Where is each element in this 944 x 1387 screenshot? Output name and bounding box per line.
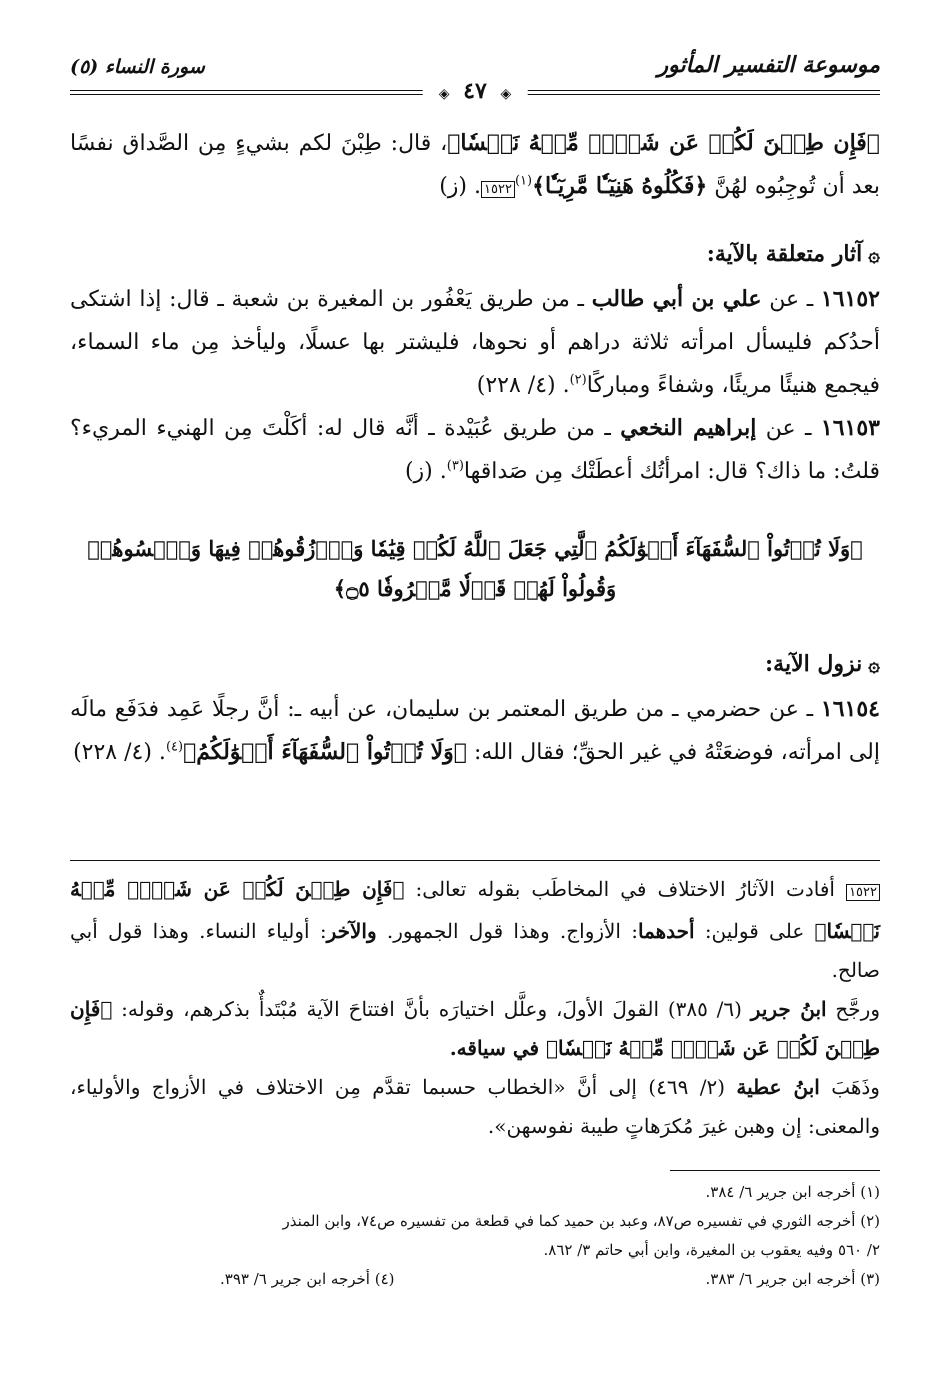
section-title: نزول الآية: bbox=[765, 651, 863, 677]
intro-text: ، قال: طِبْنَ لكم بشيءٍ مِن الصَّداق نفسًا بعد أن تُوجِبُوه لهُنَّ bbox=[70, 131, 880, 199]
commentary-text: ورجَّح bbox=[826, 997, 880, 1021]
commentary-text: وذَهَبَ bbox=[819, 1075, 880, 1099]
footnote-2a: (٢) أخرجه الثوري في تفسيره ص٨٧، وعبد بن حميد كما في قطعة من تفسيره ص٧٤، وابن المنذر bbox=[282, 1212, 880, 1230]
athar-number: ١٦١٥٢ bbox=[820, 286, 880, 312]
commentary-text: (٦/ ٣٨٥) القولَ الأولَ، وعلَّل اختيارَه بأنَّ افتتاحَ الآية مُبْتَدأٌ بذكرهم، وقوله: bbox=[112, 997, 751, 1021]
commentary-ref-box: ١٥٢٢ bbox=[481, 181, 515, 198]
section-title: آثار متعلقة بالآية: bbox=[706, 241, 863, 267]
section-heading-athar bbox=[70, 233, 880, 276]
footnote-1: (١) أخرجه ابن جرير ٦/ ٣٨٤. bbox=[705, 1183, 880, 1201]
athar-connector: ـ عن bbox=[761, 697, 821, 722]
quran-verse-block bbox=[70, 529, 880, 609]
footnote-ref: (٢) bbox=[569, 372, 587, 388]
commentary-divider bbox=[70, 860, 880, 861]
page-number: ٤٧ bbox=[463, 78, 487, 104]
commentary-paragraph-3 bbox=[70, 1068, 880, 1146]
commentary-paragraph-1 bbox=[70, 870, 880, 990]
commentary-block bbox=[70, 870, 880, 1146]
main-text bbox=[70, 122, 880, 774]
footnote-2b: ٢/ ٥٦٠ وفيه يعقوب بن المغيرة، وابن أبي حاتم ٣/ ٨٦٢. bbox=[543, 1241, 880, 1259]
athar-source: . (٤/ ٢٢٨) bbox=[476, 373, 570, 398]
athar-number: ١٦١٥٣ bbox=[820, 415, 880, 441]
narrator-name: إبراهيم النخعي bbox=[620, 415, 757, 441]
footnote-ref: (١) bbox=[514, 173, 533, 189]
verse-line-1: ﴿وَلَا تُؤۡتُواْ ٱلسُّفَهَآءَ أَمۡوَٰلَكُمُ ٱلَّتِي جَعَلَ ٱللَّهُ لَكُمۡ قِيَٰمٗا وَٱرۡزُقُوهُمۡ فِيهَا وَٱكۡسُوهُمۡ bbox=[87, 536, 863, 561]
quran-quote: ﴿فَكُلُوهُ هَنِيٓـٔٗا مَّرِيٓـٔٗا﴾ bbox=[532, 173, 708, 199]
athar-16153 bbox=[70, 407, 880, 493]
footnotes bbox=[70, 1178, 880, 1294]
quran-quote: ﴿وَلَا تُؤۡتُواْ ٱلسُّفَهَآءَ أَمۡوَٰلَكُمُ﴾ bbox=[183, 739, 467, 765]
footnote-ref: (٤) bbox=[165, 739, 184, 755]
footnote-ref: (٣) bbox=[446, 458, 464, 474]
athar-text: حضرمي ـ من طريق المعتمر بن سليمان، عن أبيه ـ: أنَّ رجلًا عَمِد فدَفَع مالَه إلى امرأته، فوضعَتْهُ في غير الحقِّ؛ فقال الله: bbox=[70, 697, 880, 765]
book-title: موسوعة التفسير المأثور bbox=[657, 52, 880, 78]
commentary-ref-box: ١٥٢٢ bbox=[846, 884, 880, 901]
scholar-name: ابنُ عطية bbox=[736, 1075, 820, 1099]
commentary-text: على قولين: bbox=[694, 919, 815, 943]
athar-source: . (ز) bbox=[404, 459, 447, 484]
page-number-block bbox=[423, 78, 528, 104]
flower-icon: ۞ bbox=[868, 242, 880, 266]
section-heading-nuzul bbox=[70, 643, 880, 686]
athar-source: . (٤/ ٢٢٨) bbox=[73, 740, 166, 765]
commentary-text: أفادت الآثارُ الاختلاف في المخاطَب بقوله تعالى: bbox=[404, 877, 847, 901]
quran-quote: ﴿فَإِن طِبۡنَ لَكُمۡ عَن شَيۡءٖ مِّنۡهُ نَفۡسٗا﴾ bbox=[70, 997, 880, 1060]
flower-icon: ۞ bbox=[868, 652, 880, 676]
commentary-text: : الأزواج. وهذا قول الجمهور. bbox=[376, 919, 638, 943]
narrator-name: علي بن أبي طالب bbox=[591, 286, 762, 312]
footnote-4: (٤) أخرجه ابن جرير ٦/ ٣٩٣. bbox=[220, 1270, 395, 1288]
surah-name: سورة النساء (٥) bbox=[70, 56, 205, 78]
opinion-label: والآخر bbox=[326, 919, 377, 943]
athar-number: ١٦١٥٤ bbox=[820, 696, 880, 722]
footnote-divider bbox=[670, 1170, 880, 1171]
opinion-label: أحدهما bbox=[637, 919, 695, 943]
athar-text: ـ من طريق عُبَيْدة ـ أنَّه قال له: أكَلْتَ مِن الهنيء المريء؟ قلتُ: ما ذاك؟ قال: امرأتُك أعطَتْك مِن صَداقها bbox=[70, 416, 880, 484]
commentary-paragraph-2 bbox=[70, 990, 880, 1068]
quran-quote: ﴿فَإِن طِبۡنَ لَكُمۡ عَن شَيۡءٖ مِّنۡهُ نَفۡسٗا﴾ bbox=[70, 877, 880, 943]
athar-16152 bbox=[70, 278, 880, 407]
scholar-name: ابنُ جرير bbox=[750, 997, 827, 1021]
ornament-icon: ◈ bbox=[500, 86, 512, 102]
footnote-3: (٣) أخرجه ابن جرير ٦/ ٣٨٣. bbox=[705, 1270, 880, 1288]
commentary-text: : أولياء النساء. وهذا قول أبي صالح. bbox=[70, 919, 880, 982]
athar-16154 bbox=[70, 688, 880, 774]
book-page bbox=[70, 50, 880, 1288]
footnote-row-3-4 bbox=[70, 1265, 880, 1294]
athar-text: ـ من طريق يَعْفُور بن المغيرة بن شعبة ـ قال: إذا اشتكى أحدُكم فليسأل امرأته ثلاثة دراهم أو نحوها، فليشتر بها عسلًا، وليأخذ مِن ماء السماء، فيجمع هنيئًا مريئًا، وشفاءً ومباركًا bbox=[70, 287, 880, 398]
athar-connector: ـ عن bbox=[756, 416, 821, 441]
quran-quote: ﴿فَإِن طِبۡنَ لَكُمۡ عَن شَيۡءٖ مِّنۡهُ نَفۡسٗا﴾ bbox=[447, 130, 880, 156]
athar-connector: ـ عن bbox=[761, 287, 821, 312]
intro-end: . (ز) bbox=[439, 174, 481, 199]
intro-paragraph bbox=[70, 122, 880, 211]
commentary-text: في سياقه. bbox=[449, 1036, 547, 1060]
commentary-text: (٢/ ٤٦٩) إلى أنَّ «الخطاب حسبما تقدَّم مِن الاختلاف في الأزواج والأولياء، والمعنى: إن وهبن غيرَ مُكرَهاتٍ طيبة نفوسهن». bbox=[70, 1075, 880, 1138]
ornament-icon: ◈ bbox=[438, 86, 450, 102]
verse-line-2: وَقُولُواْ لَهُمۡ قَوۡلٗا مَّعۡرُوفٗا ۝٥﴾ bbox=[333, 576, 617, 601]
